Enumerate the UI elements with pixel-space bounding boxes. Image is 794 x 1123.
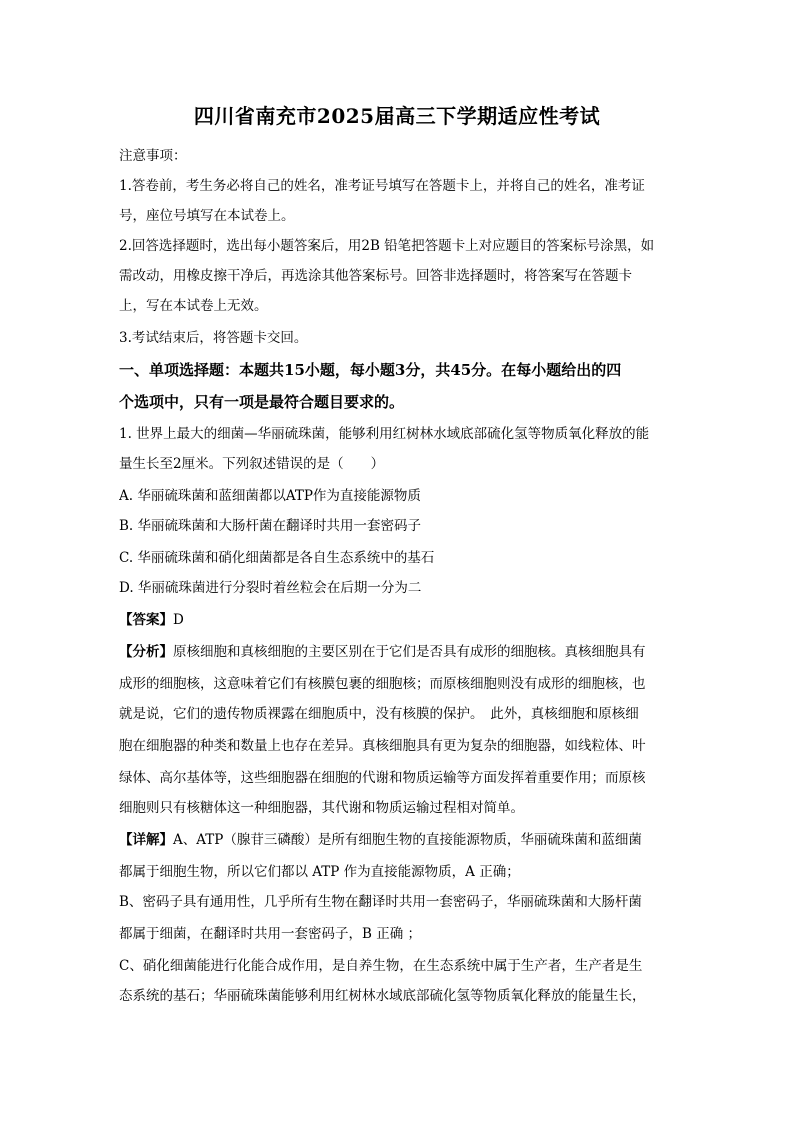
detail-line-3: B、密码子具有通用性，几乎所有生物在翻译时共用一套密码子，华丽硫珠菌和大肠杆菌 [119, 894, 642, 910]
detail-tag: 【详解】 [119, 832, 173, 848]
answer-tag: 【答案】 [119, 612, 173, 628]
option-c: C. 华丽硫珠菌和硝化细菌都是各自生态系统中的基石 [119, 550, 435, 566]
notice-item-1-line-1: 1.答卷前，考生务必将自己的姓名，准考证号填写在答题卡上，并将自己的姓名，准考证 [119, 178, 645, 194]
option-b: B. 华丽硫珠菌和大肠杆菌在翻译时共用一套密码子 [119, 518, 422, 534]
detail-text-1: A、ATP（腺苷三磷酸）是所有细胞生物的直接能源物质，华丽硫珠菌和蓝细菌 [173, 832, 642, 848]
section-heading-line-2: 个选项中，只有一项是最符合题目要求的。 [119, 393, 405, 411]
option-a: A. 华丽硫珠菌和蓝细菌都以ATP作为直接能源物质 [119, 488, 421, 504]
notice-item-1-line-2: 号，座位号填写在本试卷上。 [119, 208, 295, 224]
analysis-line-4: 胞在细胞器的种类和数量上也存在差异。真核细胞具有更为复杂的细胞器，如线粒体、叶 [119, 738, 646, 754]
question-1-stem-line-1: 1. 世界上最大的细菌—华丽硫珠菌，能够利用红树林水域底部硫化氢等物质氧化释放的能 [119, 426, 650, 442]
exam-title: 四川省南充市2025届高三下学期适应性考试 [193, 104, 601, 128]
analysis-line-2: 成形的细胞核，这意味着它们有核膜包裹的细胞核；而原核细胞则没有成形的细胞核，也 [119, 676, 646, 692]
answer-value: D [173, 612, 184, 628]
detail-line-5: C、硝化细菌能进行化能合成作用，是自养生物，在生态系统中属于生产者，生产者是生 [119, 958, 643, 974]
analysis-text-1: 原核细胞和真核细胞的主要区别在于它们是否具有成形的细胞核。真核细胞具有 [173, 644, 646, 660]
answer-line [119, 610, 679, 630]
notice-heading: 注意事项： [119, 148, 187, 164]
analysis-line-3: 就是说，它们的遗传物质裸露在细胞质中，没有核膜的保护。 此外，真核细胞和原核细 [119, 706, 639, 722]
notice-item-2-line-1: 2.回答选择题时，选出每小题答案后，用2B 铅笔把答题卡上对应题目的答案标号涂黑，如 [119, 238, 655, 254]
notice-item-2-line-3: 上，写在本试卷上无效。 [119, 298, 268, 314]
question-1-stem-line-2: 量生长至2厘米。下列叙述错误的是（ ） [119, 456, 385, 472]
section-heading-line-1: 一、单项选择题：本题共15小题，每小题3分，共45分。在每小题给出的四 [119, 361, 622, 379]
detail-line-1 [119, 830, 679, 850]
notice-item-3: 3.考试结束后，将答题卡交回。 [119, 330, 308, 346]
notice-item-2-line-2: 需改动，用橡皮擦干净后，再选涂其他答案标号。回答非选择题时，将答案写在答题卡 [119, 268, 632, 284]
detail-line-6: 态系统的基石；华丽硫珠菌能够利用红树林水域底部硫化氢等物质氧化释放的能量生长， [119, 988, 646, 1004]
analysis-tag: 【分析】 [119, 644, 173, 660]
analysis-line-5: 绿体、高尔基体等，这些细胞器在细胞的代谢和物质运输等方面发挥着重要作用；而原核 [119, 770, 646, 786]
option-d: D. 华丽硫珠菌进行分裂时着丝粒会在后期一分为二 [119, 580, 422, 596]
analysis-line-1 [119, 642, 679, 662]
detail-line-4: 都属于细菌，在翻译时共用一套密码子，B 正确 ； [119, 926, 422, 942]
analysis-line-6: 细胞则只有核糖体这一种细胞器，其代谢和物质运输过程相对简单。 [119, 800, 524, 816]
detail-line-2: 都属于细胞生物，所以它们都以 ATP 作为直接能源物质，A 正确； [119, 864, 520, 880]
